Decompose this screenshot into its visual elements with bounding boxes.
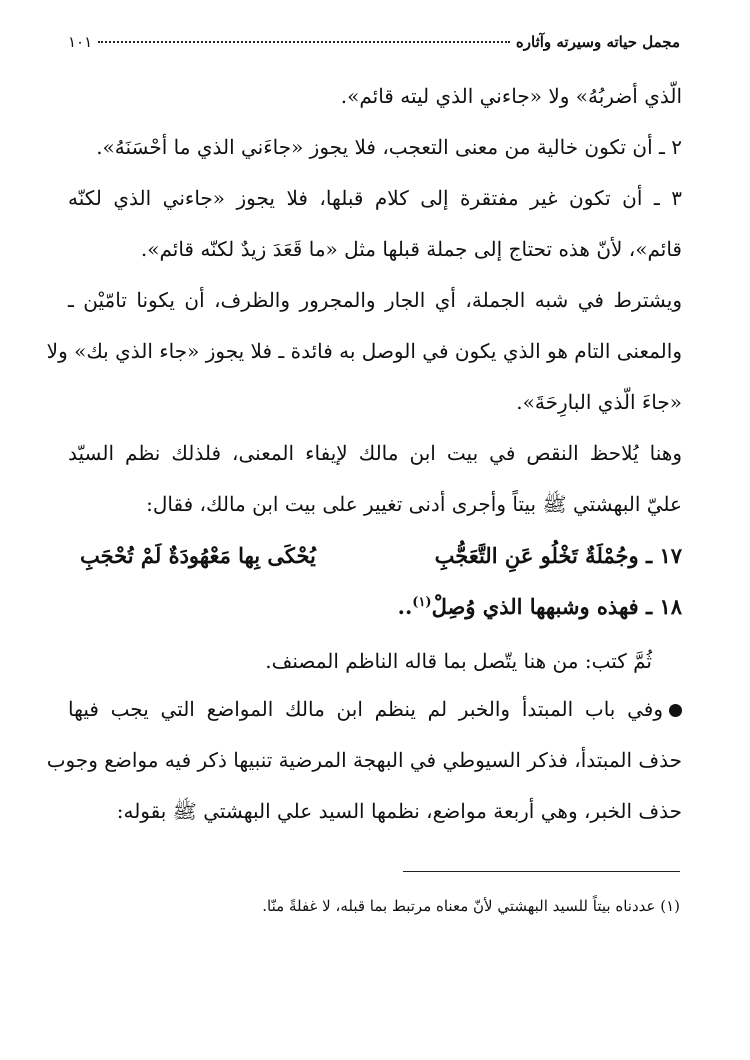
verse-18-text: ١٨ ـ فهذه وشبهها الذي وُصِلْ [431,594,682,619]
body-line-3: ٣ ـ أن تكون غير مفتقرة إلى كلام قبلها، فلا يجوز «جاءني الذي لكنّه [68,186,682,210]
body-line-5: ويشترط في شبه الجملة، أي الجار والمجرور والظرف، أن يكونا تامّيْن ـ [68,288,682,312]
body-line-13-text: وفي باب المبتدأ والخبر لم ينظم ابن مالك المواضع التي يجب فيها [68,697,663,721]
verse-18 [398,594,682,619]
verse-17-first-half: ١٧ ـ وجُمْلَةٌ تَخْلُو عَنِ التَّعَجُّبِ [434,543,682,568]
body-line-1: الّذي أضربُهُ» ولا «جاءني الذي ليته قائم». [340,84,682,108]
header-dot-leader [98,41,510,43]
footnote-separator [403,871,680,872]
body-line-15: حذف الخبر، وهي أربعة مواضع، نظمها السيد علي البهشتي ﷺ بقوله: [116,799,682,823]
body-line-14: حذف المبتدأ، فذكر السيوطي في البهجة المرضية تنبيها ذكر فيه مواضع وجوب [46,748,682,772]
body-line-12: ثُمَّ كتب: من هنا يتّصل بما قاله الناظم المصنف. [265,649,652,673]
bullet-icon [669,704,682,717]
footnote: (١) عددناه بيتاً للسيد البهشتي لأنّ معناه مرتبط بما قبله، لا غفلةً منّا. [262,897,680,915]
body-line-2: ٢ ـ أن تكون خالية من معنى التعجب، فلا يجوز «جاءَني الذي ما أحْسَنَهُ». [96,135,682,159]
verse-18-tail: .. [397,594,413,619]
verse-17-second-half: يُحْكَى بِها مَعْهُودَةٌ لَمْ تُحْجَبِ [80,543,316,568]
body-line-4: قائم»، لأنّ هذه تحتاج إلى جملة قبلها مثل «ما قَعَدَ زيدٌ لكنّه قائم». [140,237,682,261]
body-line-7: «جاءَ الّذي البارِحَةَ». [516,390,682,414]
footnote-reference: (١) [412,595,432,610]
page-number: ١٠١ [68,33,93,51]
body-line-6: والمعنى التام هو الذي يكون في الوصل به فائدة ـ فلا يجوز «جاء الذي بك» ولا [46,339,682,363]
header-title: مجمل حياته وسيرته وآثاره [515,33,680,51]
body-line-13 [68,697,682,721]
body-line-8: وهنا يُلاحظ النقص في بيت ابن مالك لإيفاء المعنى، فلذلك نظم السيّد [68,441,682,465]
body-line-9: عليّ البهشتي ﷺ بيتاً وأجرى أدنى تغيير على بيت ابن مالك، فقال: [146,492,682,516]
running-header [68,33,680,57]
